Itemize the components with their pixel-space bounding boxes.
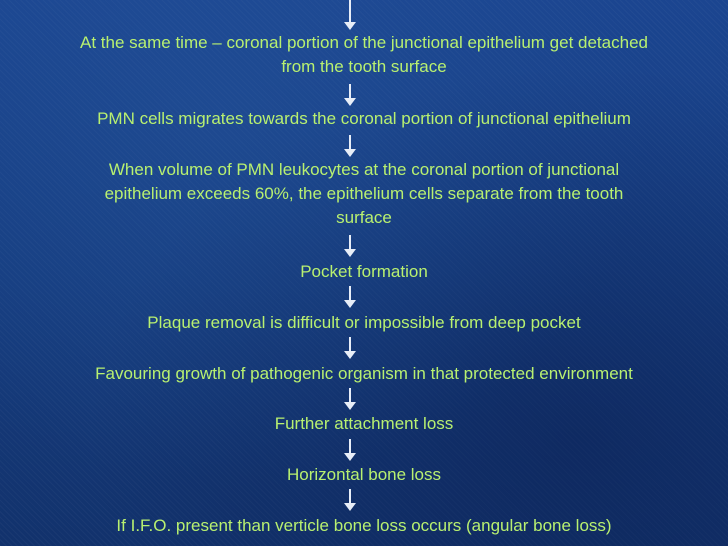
down-arrow-icon [343,489,357,511]
step-text-pathogenic-growth: Favouring growth of pathogenic organism in that protected environment [95,364,633,383]
step-text-vertical-bone-loss: If I.F.O. present than verticle bone loss occurs (angular bone loss) [116,516,612,535]
step-text-pocket-formation: Pocket formation [300,262,428,281]
step-text-attachment-loss: Further attachment loss [274,414,454,433]
step-text-horizontal-bone-loss: Horizontal bone loss [286,465,442,484]
step-text-pmn-migration: PMN cells migrates towards the coronal portion of junctional epithelium [97,109,631,128]
down-arrow-icon [343,337,357,359]
step-text-epithelium-separation: When volume of PMN leukocytes at the coronal portion of junctional epithelium exceeds 60%, the epithelium cells separate from the tooth surface [104,160,624,227]
down-arrow-icon [343,0,357,30]
down-arrow-icon [343,286,357,308]
down-arrow-icon [343,135,357,157]
down-arrow-icon [343,84,357,106]
step-text-plaque-removal: Plaque removal is difficult or impossible from deep pocket [147,313,581,332]
down-arrow-icon [343,439,357,461]
step-text-detachment: At the same time – coronal portion of the junctional epithelium get detached from the tooth surface [80,33,648,76]
down-arrow-icon [343,388,357,410]
down-arrow-icon [343,235,357,257]
